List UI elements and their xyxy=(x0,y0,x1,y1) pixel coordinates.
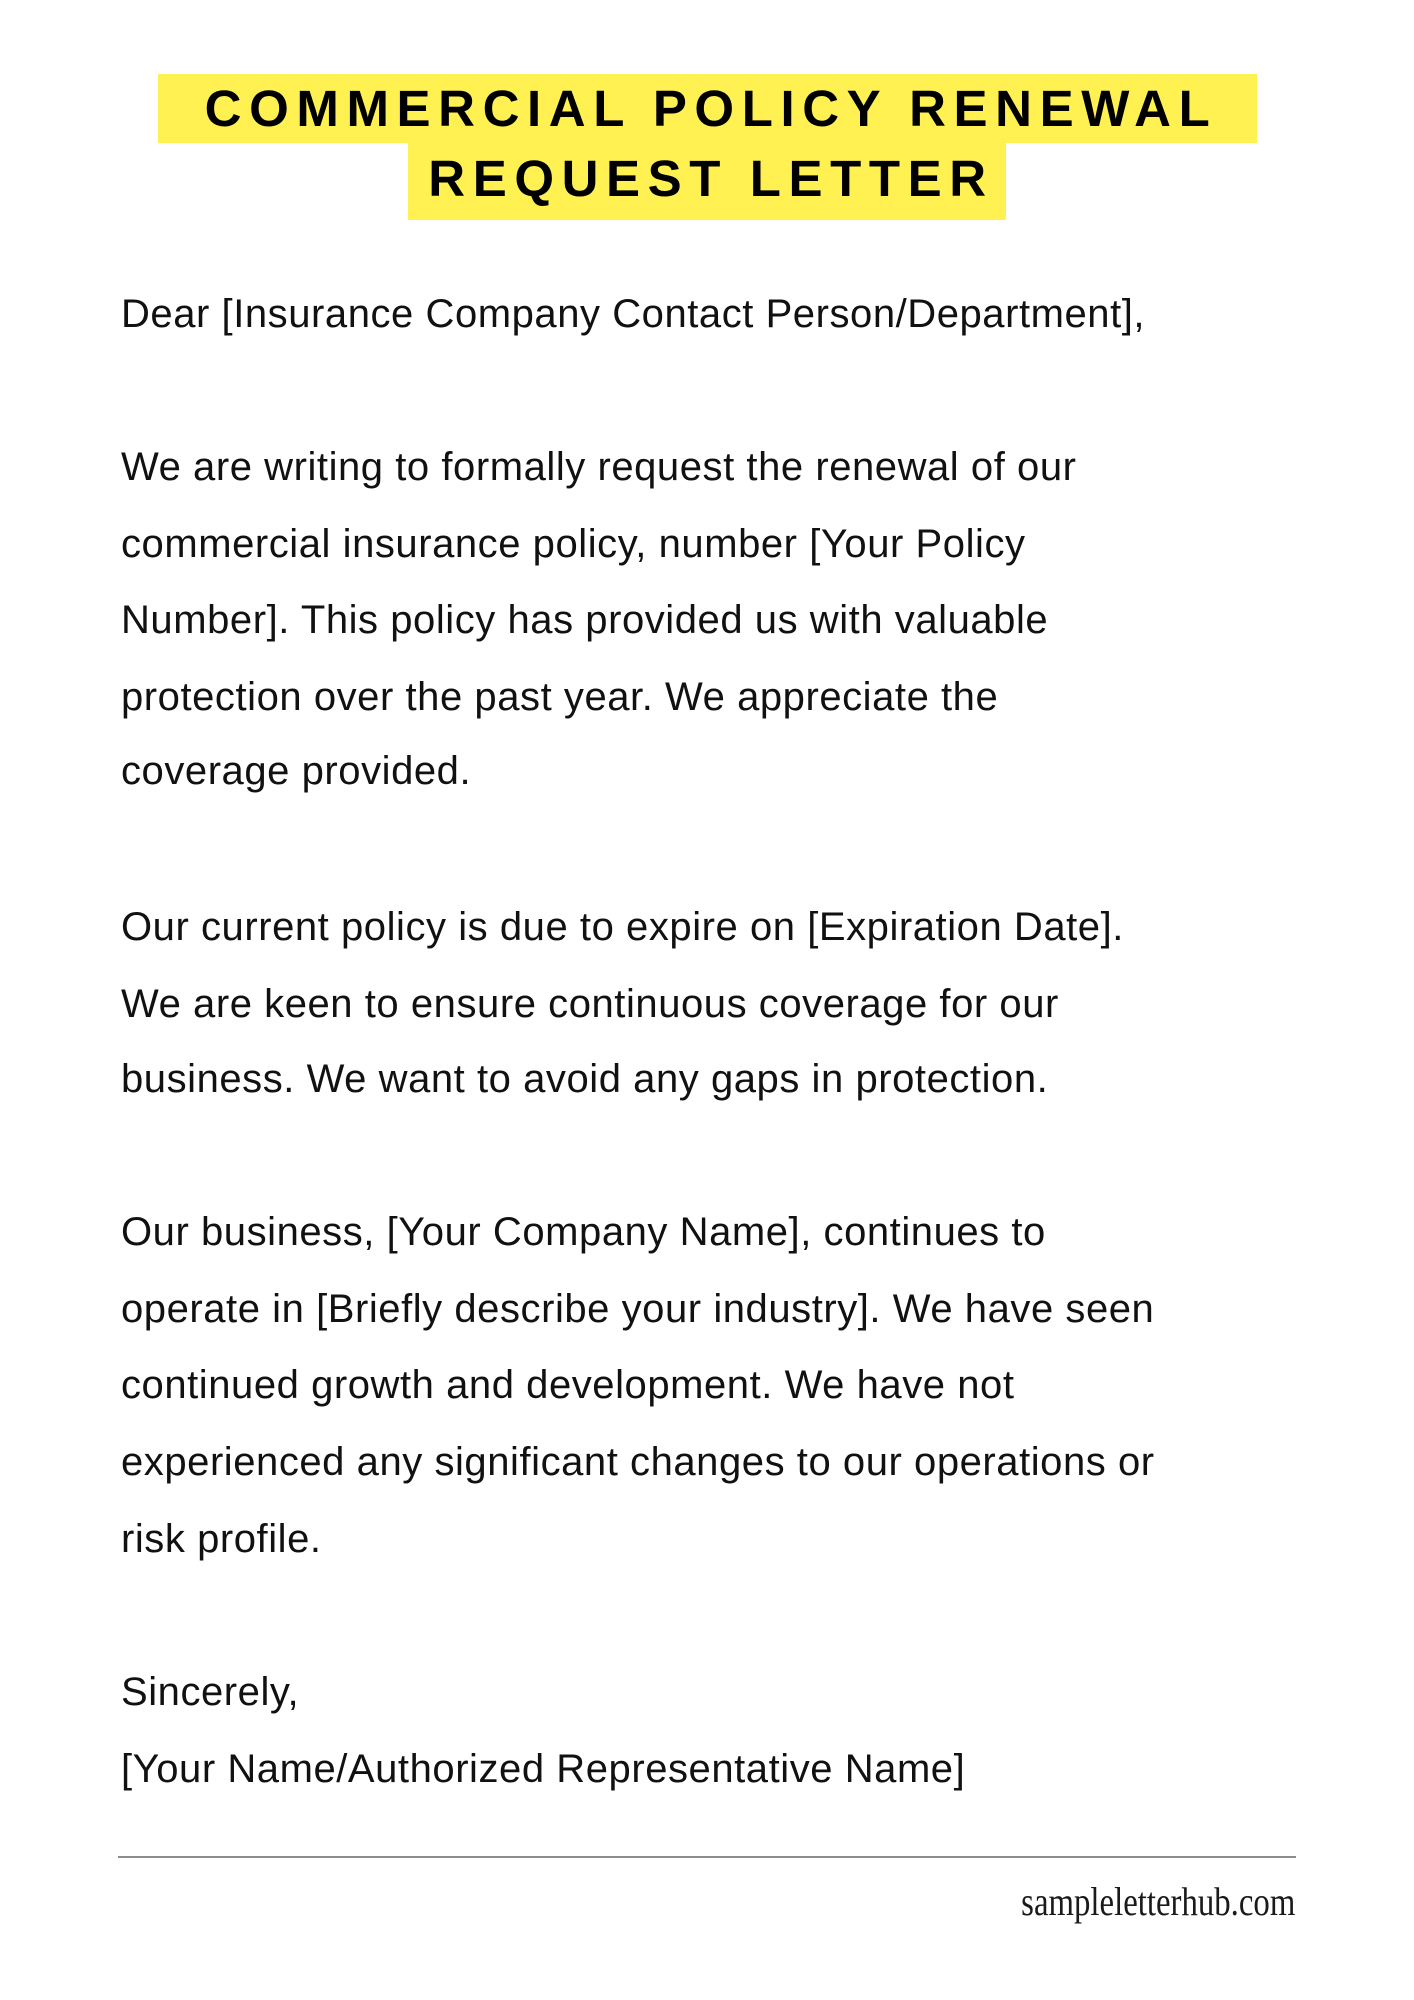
title-row-1 xyxy=(0,74,1414,143)
title-row-2 xyxy=(0,143,1414,220)
paragraph-line: Our current policy is due to expire on [Expiration Date]. xyxy=(121,905,1124,949)
paragraph-line: risk profile. xyxy=(121,1517,322,1561)
paragraph-line: We are keen to ensure continuous coverage for our xyxy=(121,982,1059,1026)
paragraph-line: continued growth and development. We have not xyxy=(121,1363,1015,1407)
paragraph-line: experienced any significant changes to our operations or xyxy=(121,1440,1155,1484)
paragraph-line: We are writing to formally request the renewal of our xyxy=(121,445,1077,489)
title-line-1: COMMERCIAL POLICY RENEWAL xyxy=(158,74,1257,143)
signature-name: [Your Name/Authorized Representative Name] xyxy=(121,1747,966,1791)
letter-title xyxy=(0,74,1414,220)
salutation: Dear [Insurance Company Contact Person/Department], xyxy=(121,292,1146,336)
paragraph-line: business. We want to avoid any gaps in protection. xyxy=(121,1057,1049,1101)
paragraph-line: coverage provided. xyxy=(121,749,472,793)
footer-site-name: sampleletterhub.com xyxy=(1020,1879,1295,1924)
paragraph-line: commercial insurance policy, number [Your Policy xyxy=(121,522,1026,566)
paragraph-line: Number]. This policy has provided us with valuable xyxy=(121,598,1049,642)
paragraph-line: protection over the past year. We appreciate the xyxy=(121,675,999,719)
footer-divider xyxy=(118,1856,1296,1858)
closing: Sincerely, xyxy=(121,1670,300,1714)
title-line-2: REQUEST LETTER xyxy=(408,143,1006,220)
paragraph-line: Our business, [Your Company Name], continues to xyxy=(121,1210,1046,1254)
paragraph-line: operate in [Briefly describe your industry]. We have seen xyxy=(121,1287,1155,1331)
